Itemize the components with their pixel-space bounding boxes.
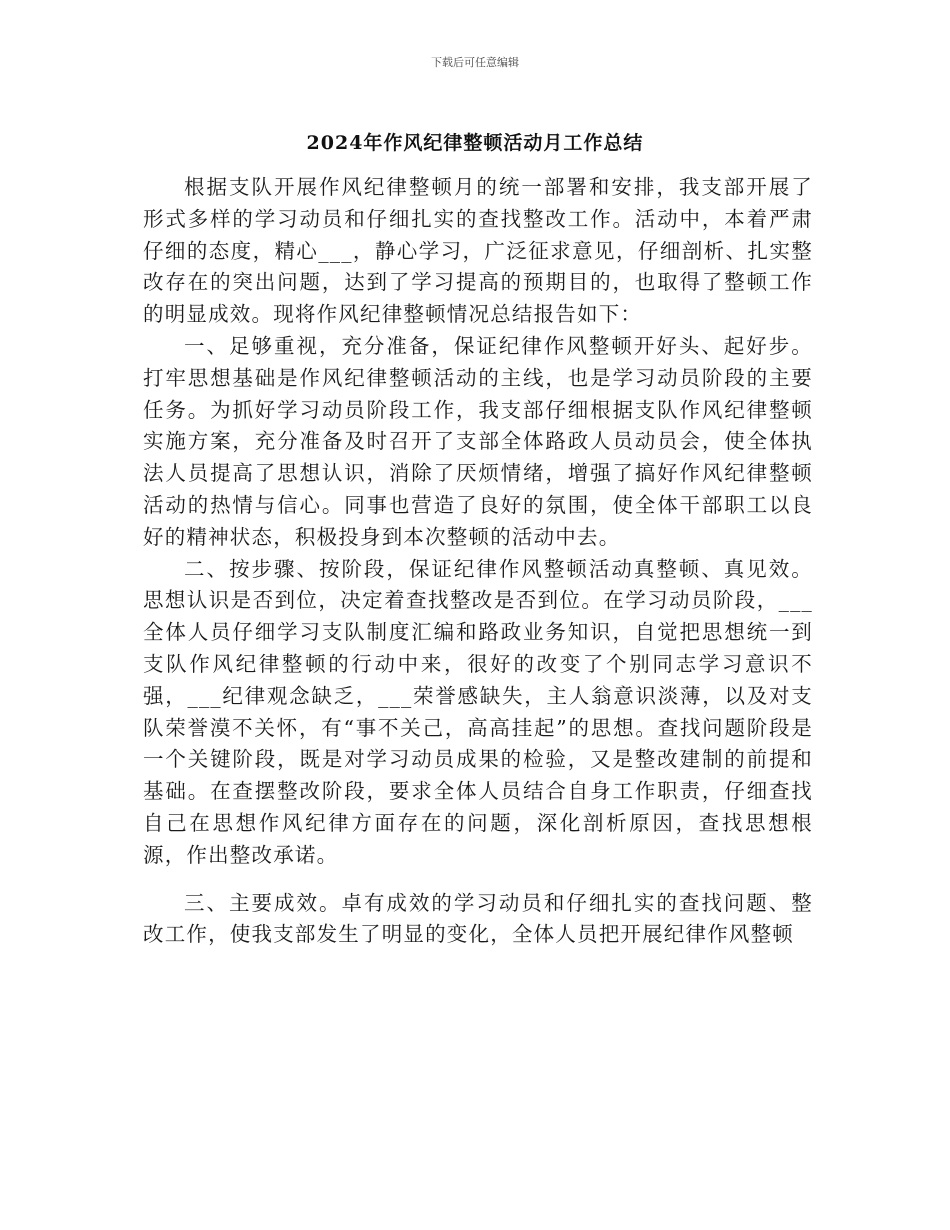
paragraph-intro: 根据支队开展作风纪律整顿月的统一部署和安排，我支部开展了形式多样的学习动员和仔细扎实的查找整改工作。活动中，本着严肃仔细的态度，精心___，静心学习，广泛征求意见，仔细剖析、扎实整改存在的突出问题，达到了学习提高的预期目的，也取得了整顿工作的明显成效。现将作风纪律整顿情况总结报告如下： <box>143 175 813 327</box>
header-note: 下载后可任意编辑 <box>431 56 519 69</box>
paragraph-section-2: 二、按步骤、按阶段，保证纪律作风整顿活动真整顿、真见效。思想认识是否到位，决定着查找整改是否到位。在学习动员阶段，___全体人员仔细学习支队制度汇编和路政业务知识，自觉把思想统一到支队作风纪律整顿的行动中来，很好的改变了个别同志学习意识不强，___纪律观念缺乏，___荣誉感缺失，主人翁意识淡薄，以及对支队荣誉漠不关怀，有“事不关己，高高挂起”的思想。查找问题阶段是一个关键阶段，既是对学习动员成果的检验，又是整改建制的前提和基础。在查摆整改阶段，要求全体人员结合自身工作职责，仔细查找自己在思想作风纪律方面存在的问题，深化剖析原因，查找思想根源，作出整改承诺。 <box>143 556 813 867</box>
document-body <box>143 172 813 951</box>
paragraph-section-3: 三、主要成效。卓有成效的学习动员和仔细扎实的查找问题、整改工作，使我支部发生了明显的变化，全体人员把开展纪律作风整顿 <box>143 890 813 947</box>
paragraph-section-1: 一、足够重视，充分准备，保证纪律作风整顿开好头、起好步。打牢思想基础是作风纪律整顿活动的主线，也是学习动员阶段的主要任务。为抓好学习动员阶段工作，我支部仔细根据支队作风纪律整顿实施方案，充分准备及时召开了支部全体路政人员动员会，使全体执法人员提高了思想认识，消除了厌烦情绪，增强了搞好作风纪律整顿活动的热情与信心。同事也营造了良好的氛围，使全体干部职工以良好的精神状态，积极投身到本次整顿的活动中去。 <box>143 333 813 549</box>
document-title: 2024年作风纪律整顿活动月工作总结 <box>306 132 644 154</box>
